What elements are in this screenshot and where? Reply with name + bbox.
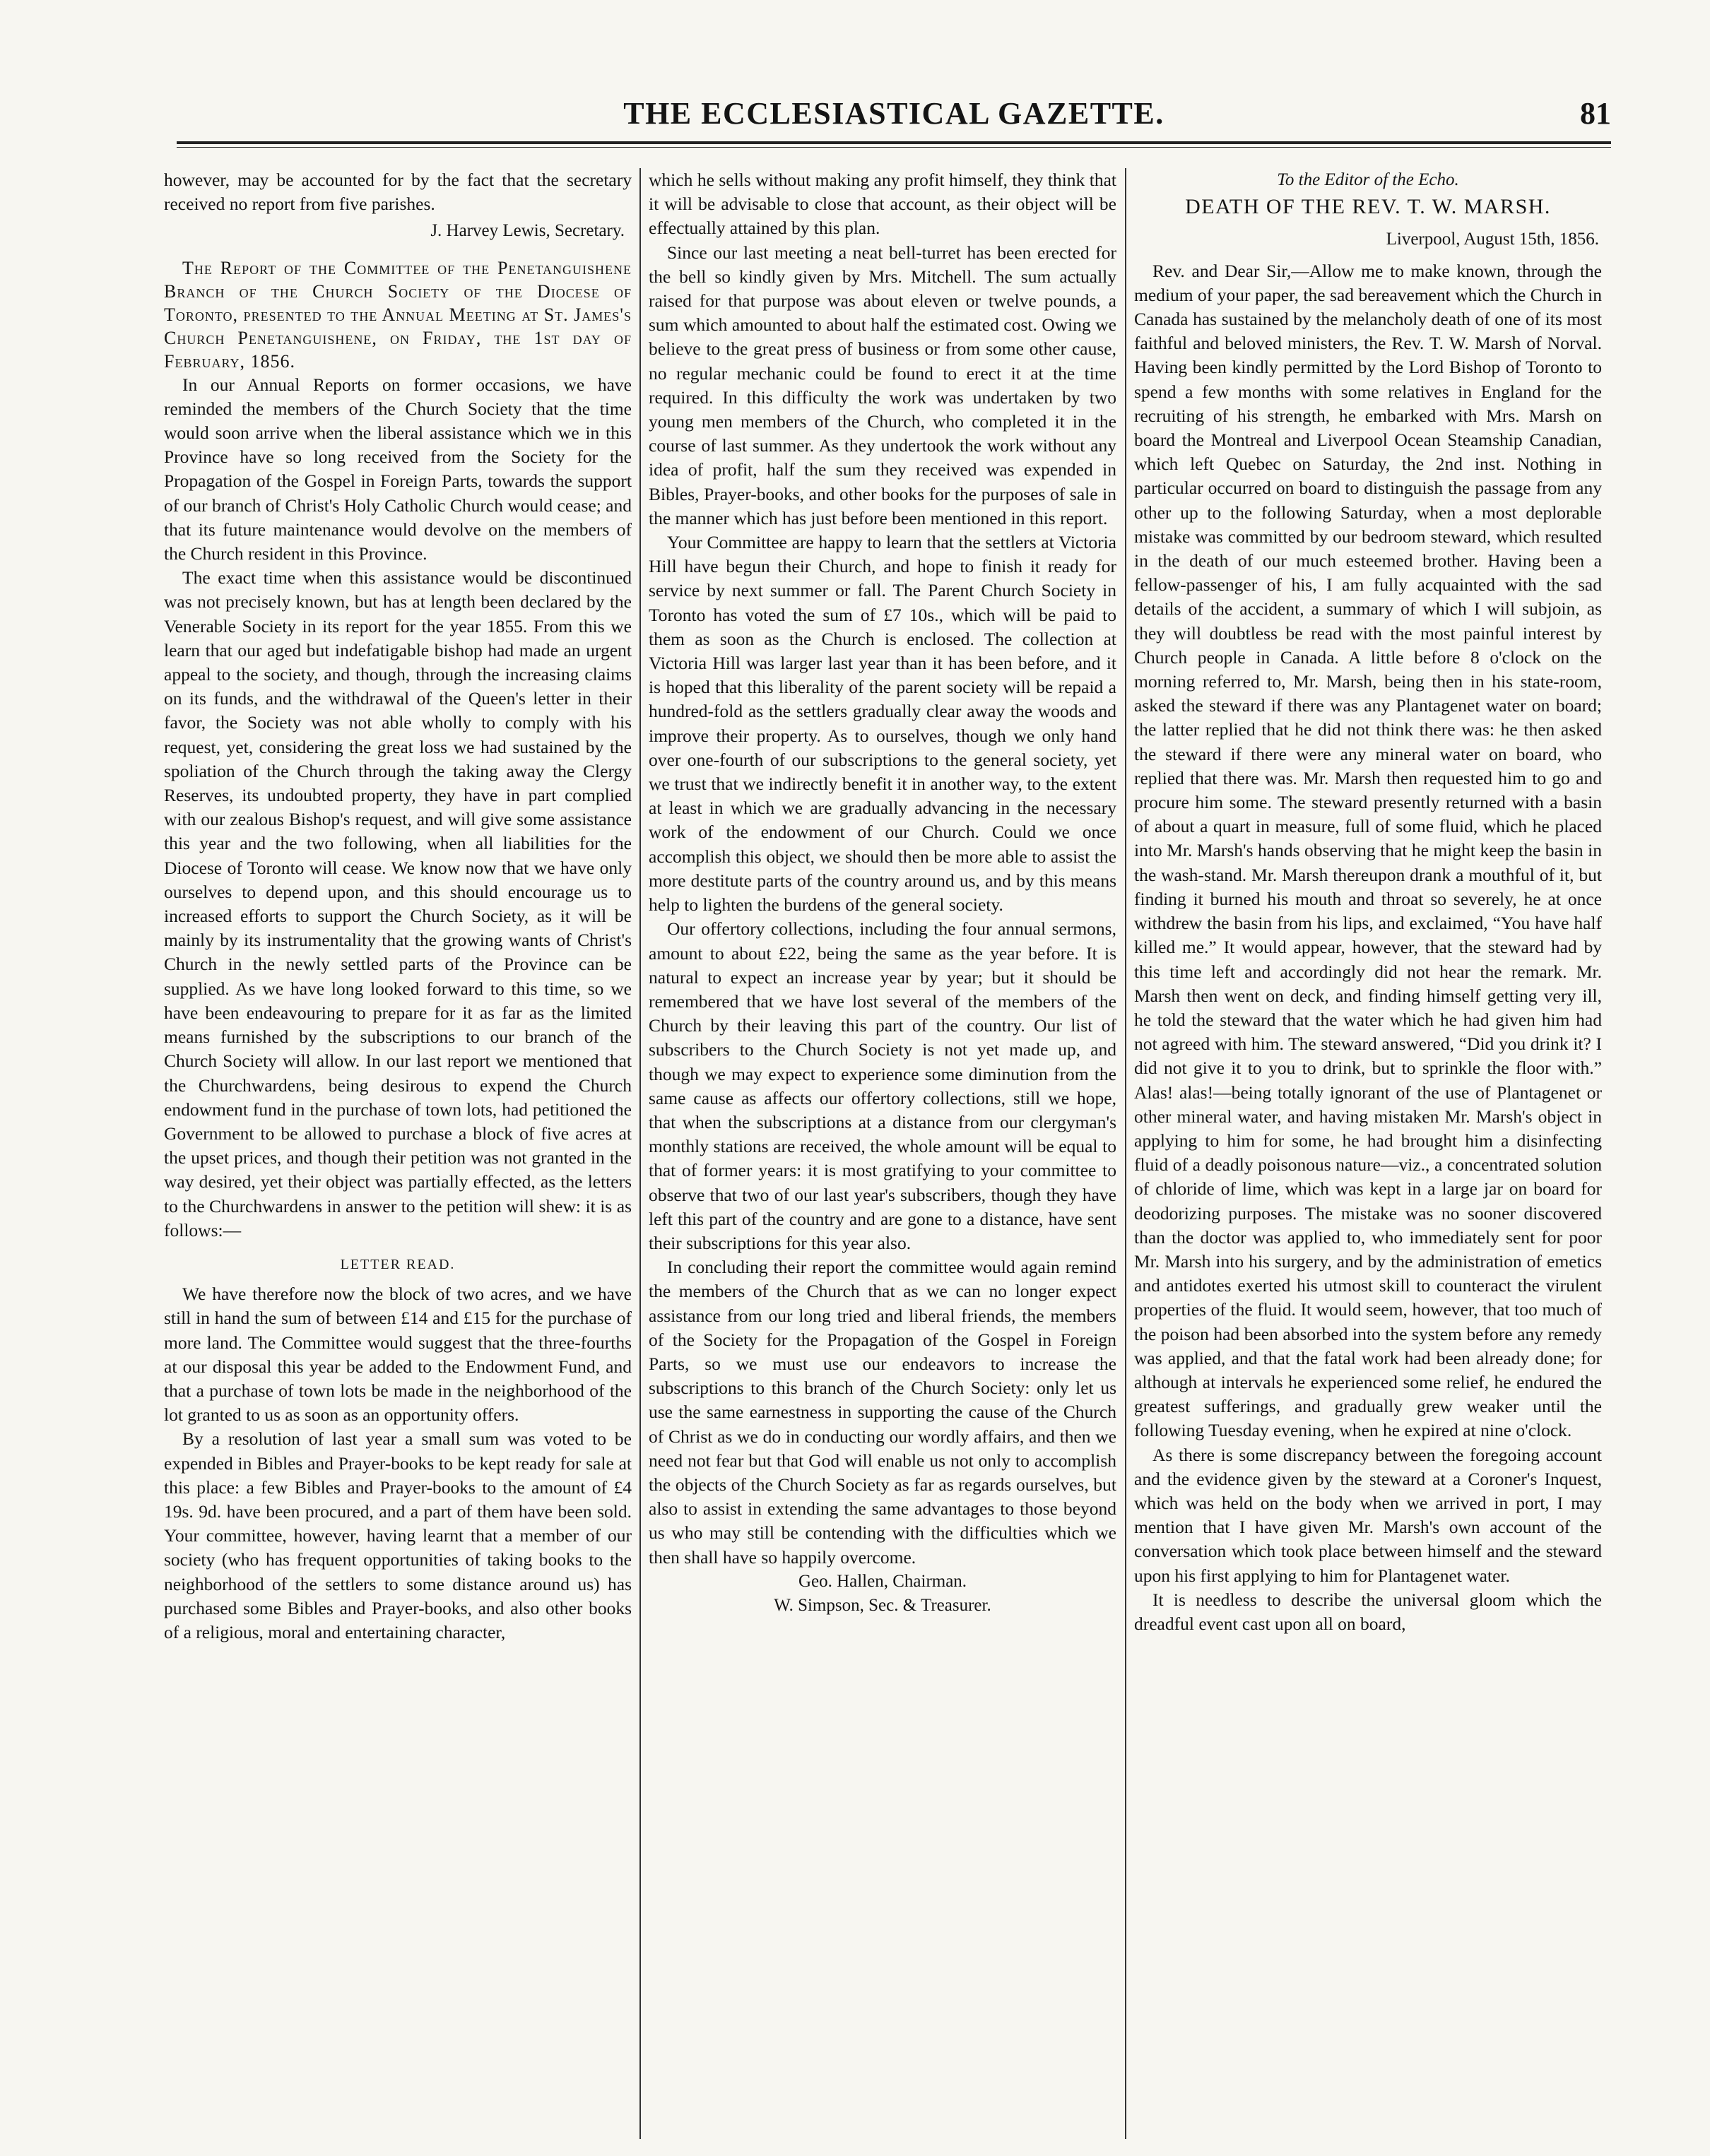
column-divider-2	[1125, 168, 1126, 2139]
dateline: Liverpool, August 15th, 1856.	[1386, 230, 1599, 249]
header-rule	[177, 141, 1611, 144]
column-2	[649, 168, 1116, 2139]
column-divider-1	[639, 168, 641, 2139]
report-heading: The Report of the Committee of the Penetanguishene Branch of the Church Society of the Diocese of Toronto, presented to the Annual Meeting at St. James's Church Penetanguishene, on Friday, the 1st day of February, 1856.	[164, 257, 632, 372]
article-title: DEATH OF THE REV. T. W. MARSH.	[1185, 195, 1551, 219]
paragraph: We have therefore now the block of two acres, and we have still in hand the sum of between £14 and £15 for the purchase of more land. The Committee would suggest that the three-fourths at our disposal this year be added to the Endowment Fund, and that a purchase of town lots be made in the neighborhood of the lot granted to us as soon as an opportunity offers.	[164, 1284, 632, 1426]
editor-address: To the Editor of the Echo.	[1277, 170, 1459, 189]
paragraph: Our offertory collections, including the four annual sermons, amount to about £22, being the same as the year before. It is natural to expect an increase year by year; but it should be remembered that we have lost several of the members of the Church by their leaving this part of the country. Our list of subscribers to the Church Society is not yet made up, and though we may expect to experience some diminution from the same cause as affects our offertory collections, still we hope, that when the subscriptions at a distance from our clergyman's monthly stations are received, the whole amount will be equal to that of former years: it is most gratifying to your committee to observe that two of our last year's subscribers, though they have left this part of the country and are gone to a distance, have sent their subscriptions for this year also.	[649, 918, 1116, 1253]
secretary-signature: J. Harvey Lewis, Secretary.	[430, 221, 625, 241]
paragraph: In our Annual Reports on former occasions, we have reminded the members of the Church Society that the time would soon arrive when the liberal assistance which we in this Province have so long received from the Society for the Propagation of the Gospel in Foreign Parts, towards the support of our branch of Christ's Holy Catholic Church would cease; and that its future maintenance would devolve on the members of the Church resident in this Province.	[164, 374, 632, 564]
paragraph: The exact time when this assistance would be discontinued was not precisely known, but has at length been declared by the Venerable Society in its report for the year 1855. From this we learn that our aged but indefatigable bishop had made an urgent appeal to the society, and though, through the increasing claims on its funds, and the withdrawal of the Queen's letter in their favor, the Society was not able wholly to comply with his request, yet, considering the great loss we had sustained by the spoliation of the Church through the taking away the Clergy Reserves, its undoubted property, they have in part complied with our zealous Bishop's request, and will give some assistance this year and the two following, when all liabilities for the Diocese of Toronto will cease. We know now that we have only ourselves to depend upon, and this should encourage us to increased efforts to support the Church Society, as it will be mainly by its instrumentality that the growing wants of Christ's Church in the newly settled parts of the Province can be supplied. As we have long looked forward to this time, so we have been endeavouring to prepare for it as far as the limited means furnished by the subscriptions to our branch of the Church Society will allow. In our last report we mentioned that the Churchwardens, being desirous to expend the Church endowment fund in the purchase of town lots, had petitioned the Government to be allowed to purchase a block of five acres at the upset prices, and though their petition was not granted in the way desired, yet their object was partially effected, as the letters to the Churchwardens in answer to the petition will shew: it is as follows:—	[164, 567, 632, 1240]
masthead-title: THE ECCLESIASTICAL GAZETTE.	[623, 96, 1164, 131]
paragraph: Rev. and Dear Sir,—Allow me to make known, through the medium of your paper, the sad bereavement which the Church in Canada has sustained by the melancholy death of one of its most faithful and beloved ministers, the Rev. T. W. Marsh of Norval. Having been kindly permitted by the Lord Bishop of Toronto to spend a few months with some relatives in England for the recruiting of his strength, he embarked with Mrs. Marsh on board the Montreal and Liverpool Ocean Steamship Canadian, which left Quebec on Saturday, the 2nd inst. Nothing in particular occurred on board to distinguish the passage from any other up to the following Saturday, when a most deplorable mistake was committed by our bedroom steward, which resulted in the death of our much esteemed brother. Having been a fellow-passenger of his, I am fully acquainted with the sad details of the accident, a summary of which I will subjoin, as they will doubtless be read with the most painful interest by Church people in Canada. A little before 8 o'clock on the morning referred to, Mr. Marsh, being then in his state-room, asked the steward if there was any Plantagenet water on board; the latter replied that he did not think there was: he then asked the steward if there were any mineral water on board, who replied that there was. Mr. Marsh then requested him to go and procure him some. The steward presently returned with a basin of about a quart in measure, full of some fluid, which he placed into Mr. Marsh's hands observing that he might keep the basin in the wash-stand. Mr. Marsh thereupon drank a mouthful of it, but finding it burned his mouth and throat so severely, he at once withdrew the basin from his lips, and exclaimed, “You have half killed me.” It would appear, however, that the steward had by this time left and accordingly did not hear the remark. Mr. Marsh then went on deck, and finding himself getting very ill, he told the steward that the water which he had given him had not agreed with him. The steward answered, “Did you drink it? I did not give it to you to drink, but to sprinkle the floor with.” Alas! alas!—being totally ignorant of the use of Plantagenet or other mineral water, and having mistaken Mr. Marsh's object in applying to him for some, he had brought him a disinfecting fluid of a deadly poisonous nature—viz., a concentrated solution of chloride of lime, which was kept in a large jar on board for deodorizing purposes. The mistake was no sooner discovered than the doctor was applied to, who immediately sent for poor Mr. Marsh into his surgery, and by the administration of emetics and antidotes exerted his utmost skill to counteract the virulent properties of the fluid. It would seem, however, that too much of the poison had been absorbed into the system before any remedy was applied, and that the fatal work had been already done; for although at intervals he experienced some relief, he endured the greatest sufferings, and gradually grew weaker until the following Tuesday evening, when he expired at nine o'clock.	[1134, 260, 1602, 1441]
letter-read-heading: LETTER READ.	[340, 1256, 456, 1272]
paragraph: In concluding their report the committee would again remind the members of the Church that as we can no longer expect assistance from our long tried and liberal friends, the members of the Society for the Propagation of the Gospel in Foreign Parts, so we must use our endeavors to increase the subscriptions to this branch of the Church Society: only let us use the same earnestness in supporting the cause of the Church of Christ as we do in conducting our wordly affairs, and then we need not fear but that God will enable us not only to accomplish the objects of the Church Society as far as regards ourselves, but also to assist in extending the same advantages to those beyond us who may still be contending with the difficulties which we then shall have so happily overcome.	[649, 1257, 1116, 1568]
paragraph: It is needless to describe the universal gloom which the dreadful event cast upon all on board,	[1134, 1589, 1602, 1634]
paragraph: As there is some discrepancy between the foregoing account and the evidence given by the steward at a Coroner's Inquest, which was held on the body when we arrived in port, I may mention that I have given Mr. Marsh's own account of the conversation which took place between himself and the steward upon his first applying to him for Plantagenet water.	[1134, 1444, 1602, 1586]
column-3	[1134, 168, 1602, 2139]
paragraph: which he sells without making any profit himself, they think that it will be advisable to close that account, as their object will be effectually attained by this plan.	[649, 170, 1116, 239]
treasurer-signature: W. Simpson, Sec. & Treasurer.	[774, 1595, 991, 1615]
column-1	[164, 168, 632, 2139]
paragraph: however, may be accounted for by the fact that the secretary received no report from five parishes.	[164, 170, 632, 215]
chairman-signature: Geo. Hallen, Chairman.	[798, 1571, 967, 1591]
paragraph: Since our last meeting a neat bell-turret has been erected for the bell so kindly given by Mrs. Mitchell. The sum actually raised for that purpose was about eleven or twelve pounds, a sum which amounted to about half the estimated cost. Owing we believe to the great press of business or from some other cause, no regular mechanic could be found to erect it at the time required. In this difficulty the work was undertaken by two young men members of the Church, who completed it in the course of last summer. As they undertook the work without any idea of profit, half the sum they received was expended in Bibles, Prayer-books, and other books for the purposes of sale in the manner which has just before been mentioned in this report.	[649, 242, 1116, 528]
paragraph: Your Committee are happy to learn that the settlers at Victoria Hill have begun their Church, and hope to finish it ready for service by next summer or fall. The Parent Church Society in Toronto has voted the sum of £7 10s., which will be paid to them as soon as the Church is enclosed. The collection at Victoria Hill was larger last year than it has been before, and it is hoped that this liberality of the parent society will be repaid a hundred-fold as the settlers gradually clear away the woods and improve their property. As to ourselves, though we only hand over one-fourth of our subscriptions to the general society, yet we trust that we indirectly benefit it in another way, to the extent at least in which we are gradually advancing in the necessary work of the endowment of our Church. Could we once accomplish this object, we should then be more able to assist the more destitute parts of the country around us, and by this means help to lighten the burdens of the general society.	[649, 532, 1116, 916]
page-number: 81	[1580, 96, 1611, 131]
header-rule-thin	[177, 147, 1611, 148]
paragraph: By a resolution of last year a small sum was voted to be expended in Bibles and Prayer-books to be kept ready for sale at this place: a few Bibles and Prayer-books to the amount of £4 19s. 9d. have been procured, and a part of them have been sold. Your committee, however, having learnt that a member of our society (who has frequent opportunities of taking books to the neighborhood of the settlers to some distance around us) has purchased some Bibles and Prayer-books, and also other books of a religious, moral and entertaining character,	[164, 1428, 632, 1642]
